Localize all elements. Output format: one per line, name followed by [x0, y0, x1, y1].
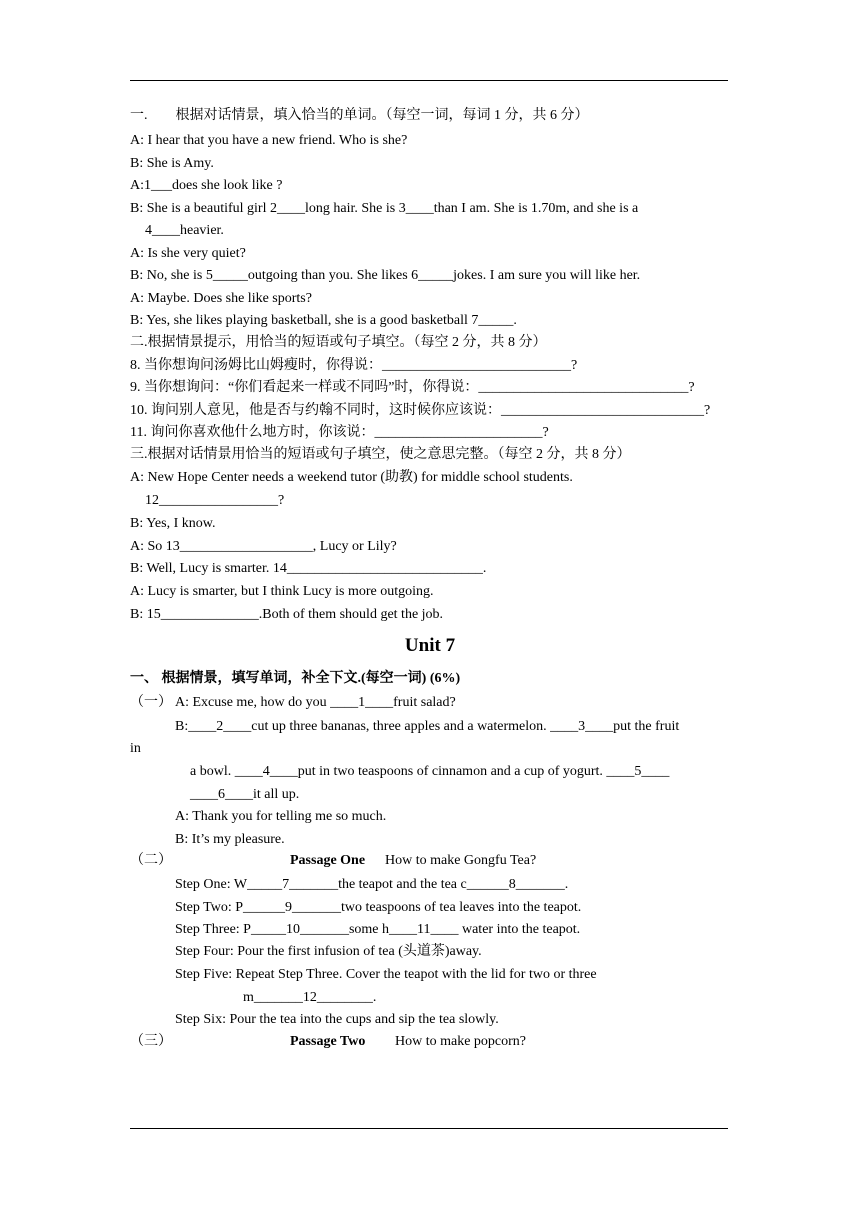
footer-rule: [130, 1128, 728, 1129]
dialogue-line: A: Is she very quiet?: [130, 246, 246, 261]
dialogue-line: A: Maybe. Does she like sports?: [130, 291, 312, 306]
passage-two-title: How to make popcorn?: [395, 1034, 527, 1049]
dialogue-line: B: Well, Lucy is smarter. 14____________________________.: [130, 561, 487, 576]
unit-title: Unit 7: [404, 635, 456, 656]
dialogue-line: B:____2____cut up three bananas, three apples and a watermelon. ____3____put the fruit: [175, 719, 680, 734]
dialogue-line: 4____heavier.: [145, 223, 224, 238]
step-line: Step Four: Pour the first infusion of tea (头道茶)away.: [175, 944, 482, 959]
dialogue-line: A: New Hope Center needs a weekend tutor (助教) for middle school students.: [130, 470, 573, 485]
dialogue-line: in: [130, 741, 141, 756]
dialogue-line: B: Yes, I know.: [130, 516, 216, 531]
unit7-heading: 一、 根据情景，填写单词，补全下文.(每空一词) (6%): [130, 671, 461, 686]
question-9: 9. 当你想询问：“你们看起来一样或不同吗”时，你得说：______________________________?: [130, 380, 695, 395]
part1-label: （一）: [130, 695, 172, 710]
question-11: 11. 询问你喜欢他什么地方时，你该说：________________________?: [130, 425, 549, 440]
dialogue-line: a bowl. ____4____put in two teaspoons of cinnamon and a cup of yogurt. ____5____: [190, 764, 670, 779]
step-line: Step Five: Repeat Step Three. Cover the teapot with the lid for two or three: [175, 967, 597, 982]
dialogue-line: B: No, she is 5_____outgoing than you. She likes 6_____jokes. I am sure you will like her.: [130, 268, 641, 283]
dialogue-line: A: I hear that you have a new friend. Who is she?: [130, 133, 408, 148]
dialogue-line: B: Yes, she likes playing basketball, she is a good basketball 7_____.: [130, 313, 517, 328]
dialogue-line: B: She is a beautiful girl 2____long hair. She is 3____than I am. She is 1.70m, and she is a: [130, 201, 639, 216]
header-rule: [130, 80, 728, 81]
step-line: Step One: W_____7_______the teapot and the tea c______8_______.: [175, 877, 569, 892]
section3-heading: 三.根据对话情景用恰当的短语或句子填空，使之意思完整。（每空 2 分，共 8 分）: [130, 447, 631, 462]
dialogue-line: A: So 13___________________, Lucy or Lily?: [130, 539, 397, 554]
dialogue-line: ____6____it all up.: [190, 787, 300, 802]
dialogue-line: B: 15______________.Both of them should get the job.: [130, 607, 444, 622]
question-8: 8. 当你想询问汤姆比山姆瘦时，你得说：___________________________?: [130, 358, 578, 373]
step-line: Step Three: P_____10_______some h____11____ water into the teapot.: [175, 922, 581, 937]
dialogue-line: A: Lucy is smarter, but I think Lucy is more outgoing.: [130, 584, 434, 599]
dialogue-line: B: She is Amy.: [130, 156, 214, 171]
passage-two-label: Passage Two: [290, 1034, 366, 1049]
section1-heading: 一. 根据对话情景，填入恰当的单词。（每空一词，每词 1 分，共 6 分）: [130, 108, 589, 123]
step-line: Step Six: Pour the tea into the cups and sip the tea slowly.: [175, 1012, 499, 1027]
passage-one-title: How to make Gongfu Tea?: [385, 853, 537, 868]
dialogue-line: 12_________________?: [145, 493, 285, 508]
dialogue-line: B: It’s my pleasure.: [175, 832, 285, 847]
step-line: Step Two: P______9_______two teaspoons of tea leaves into the teapot.: [175, 900, 582, 915]
passage-one-label: Passage One: [290, 853, 366, 868]
part2-label: （二）: [130, 853, 172, 868]
dialogue-line: A: Excuse me, how do you ____1____fruit salad?: [175, 695, 456, 710]
dialogue-line: A: Thank you for telling me so much.: [175, 809, 387, 824]
question-10: 10. 询问别人意见，他是否与约翰不同时，这时候你应该说：_____________________________?: [130, 403, 711, 418]
section2-heading: 二.根据情景提示，用恰当的短语或句子填空。（每空 2 分，共 8 分）: [130, 335, 547, 350]
dialogue-line: A:1___does she look like ?: [130, 178, 283, 193]
part3-label: （三）: [130, 1034, 172, 1049]
step-line: m_______12________.: [243, 990, 377, 1005]
